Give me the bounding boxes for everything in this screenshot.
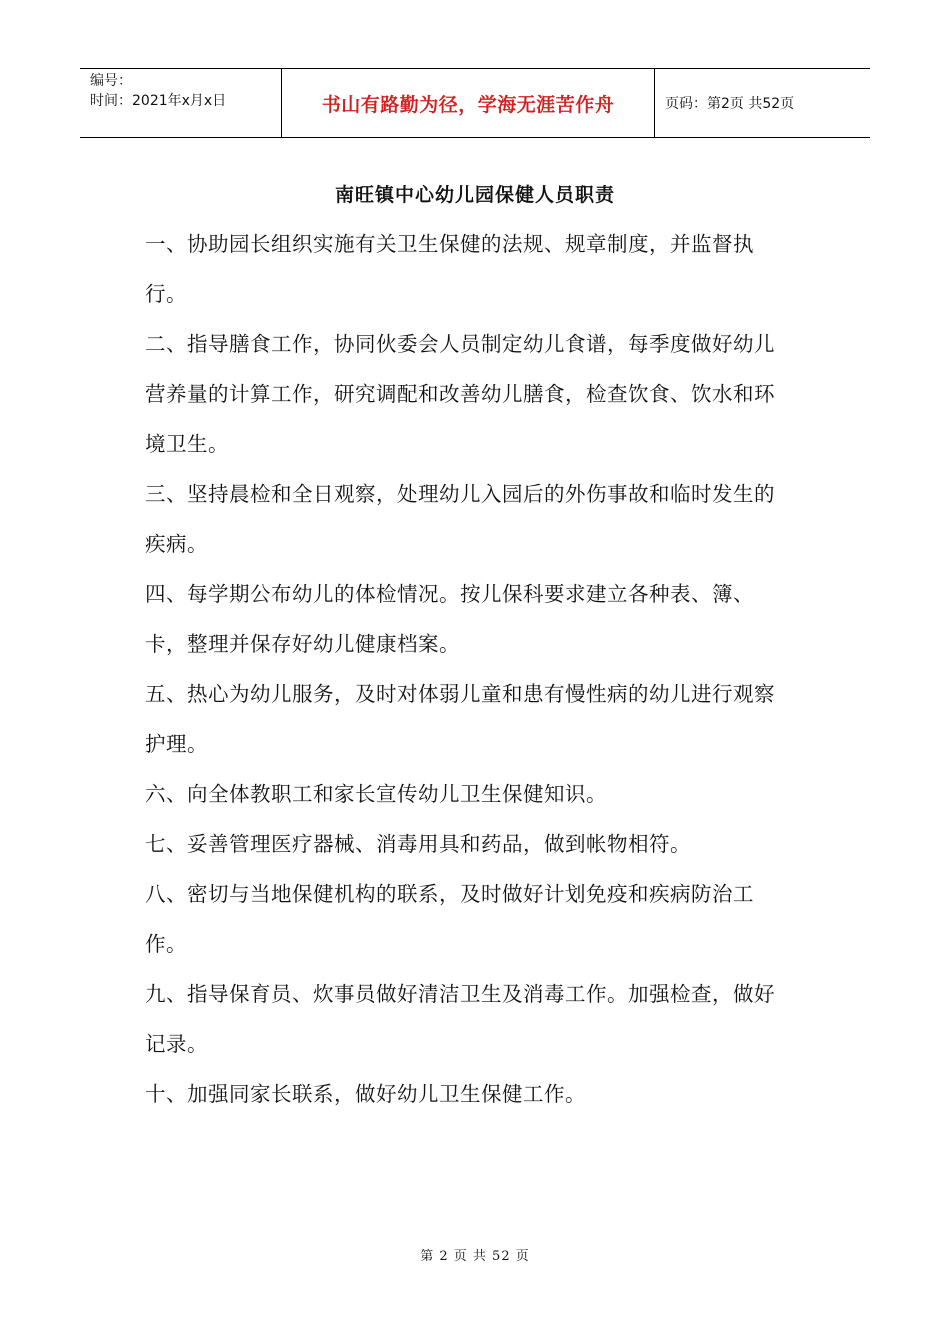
number-label: 编号：: [90, 73, 132, 89]
header-page-info: 页码：第2页 共52页: [665, 96, 795, 112]
duty-paragraph: 十、加强同家长联系，做好幼儿卫生保健工作。: [145, 1082, 586, 1106]
date-label: 时间：2021年x月x日: [90, 93, 227, 109]
duty-paragraph: 一、协助园长组织实施有关卫生保健的法规、规章制度，并监督执行。: [145, 232, 754, 306]
page-footer: 第 2 页 共 52 页: [420, 1249, 530, 1264]
document-body: [145, 219, 795, 1119]
header-page-cell: [655, 69, 870, 137]
duty-paragraph: 五、热心为幼儿服务，及时对体弱儿童和患有慢性病的幼儿进行观察护理。: [145, 682, 775, 756]
duty-paragraph: 二、指导膳食工作，协同伙委会人员制定幼儿食谱，每季度做好幼儿营养量的计算工作，研究调配和改善幼儿膳食，检查饮食、饮水和环境卫生。: [145, 332, 775, 456]
duty-paragraph: 八、密切与当地保健机构的联系，及时做好计划免疫和疾病防治工作。: [145, 882, 754, 956]
page-header: [80, 68, 870, 138]
header-motto: 书山有路勤为径，学海无涯苦作舟: [321, 93, 615, 116]
header-motto-cell: [282, 69, 655, 137]
duty-paragraph: 七、妥善管理医疗器械、消毒用具和药品，做到帐物相符。: [145, 832, 691, 856]
duty-paragraph: 三、坚持晨检和全日观察，处理幼儿入园后的外伤事故和临时发生的疾病。: [145, 482, 775, 556]
document-title: 南旺镇中心幼儿园保健人员职责: [334, 184, 615, 206]
duty-paragraph: 六、向全体教职工和家长宣传幼儿卫生保健知识。: [145, 782, 607, 806]
header-meta-cell: [80, 69, 282, 137]
duty-paragraph: 四、每学期公布幼儿的体检情况。按儿保科要求建立各种表、簿、卡，整理并保存好幼儿健康档案。: [145, 582, 754, 656]
duty-paragraph: 九、指导保育员、炊事员做好清洁卫生及消毒工作。加强检查，做好记录。: [145, 982, 775, 1056]
